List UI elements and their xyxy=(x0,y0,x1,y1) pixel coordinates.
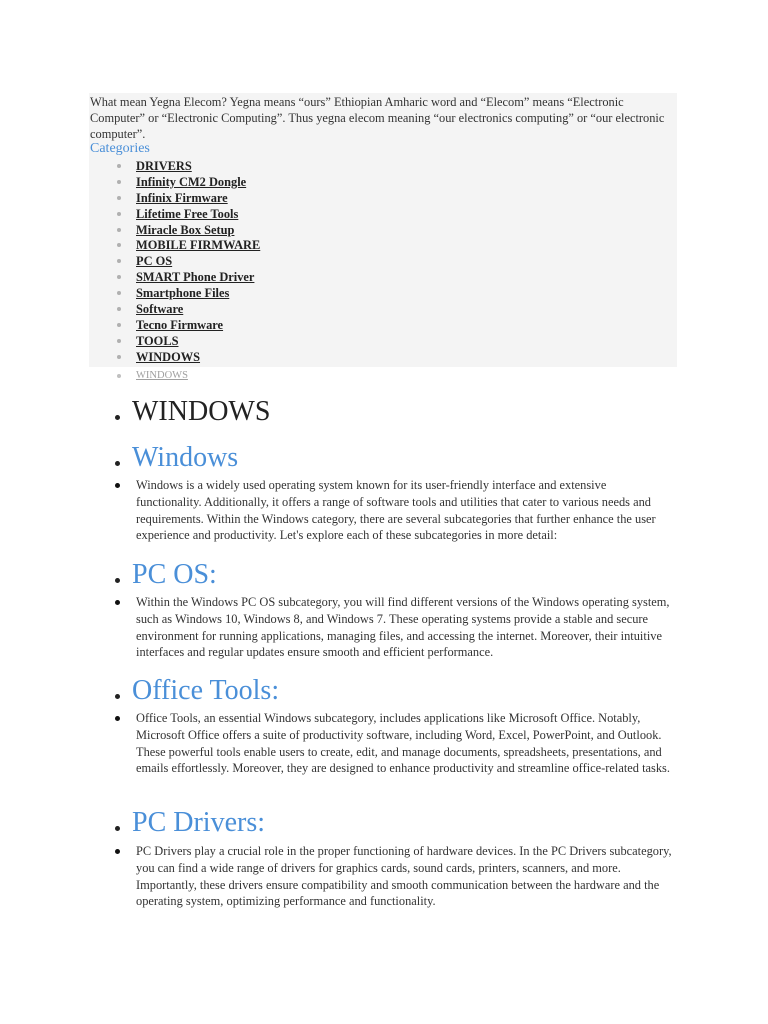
page-heading-text: WINDOWS xyxy=(132,396,271,427)
current-category-link[interactable] xyxy=(90,368,188,384)
pc-drivers-paragraph xyxy=(115,843,675,910)
bullet-icon xyxy=(117,291,121,295)
office-tools-heading[interactable] xyxy=(115,675,279,707)
category-link[interactable]: Infinity CM2 Dongle xyxy=(136,174,247,189)
bullet-icon xyxy=(117,180,121,184)
bullet-icon xyxy=(117,243,121,247)
category-item-smart-phone-driver[interactable] xyxy=(90,269,260,285)
categories-title: Categories xyxy=(90,141,150,156)
category-link[interactable]: SMART Phone Driver xyxy=(136,270,255,285)
bullet-icon xyxy=(115,415,120,420)
category-item-tools[interactable] xyxy=(90,333,260,349)
category-item-windows[interactable] xyxy=(90,349,260,365)
category-link[interactable]: Miracle Box Setup xyxy=(136,222,235,237)
bullet-icon xyxy=(117,164,121,168)
pc-os-heading[interactable] xyxy=(115,559,217,591)
category-link[interactable]: WINDOWS xyxy=(136,349,201,364)
bullet-icon xyxy=(117,275,121,279)
category-item-pc-os[interactable] xyxy=(90,253,260,269)
category-item-drivers[interactable] xyxy=(90,158,260,174)
category-item-lifetime-free-tools[interactable] xyxy=(90,206,260,222)
current-category-label[interactable]: WINDOWS xyxy=(136,370,188,381)
bullet-icon xyxy=(117,339,121,343)
bullet-icon xyxy=(117,307,121,311)
pc-os-paragraph xyxy=(115,594,675,661)
bullet-icon xyxy=(115,694,120,699)
bullet-icon xyxy=(115,826,120,831)
pc-drivers-heading-text[interactable]: PC Drivers: xyxy=(132,807,265,838)
bullet-icon xyxy=(115,483,120,488)
category-item-software[interactable] xyxy=(90,301,260,317)
pc-os-heading-text[interactable]: PC OS: xyxy=(132,559,217,590)
category-link[interactable]: Software xyxy=(136,302,184,317)
windows-heading-text[interactable]: Windows xyxy=(132,442,239,473)
category-link[interactable]: DRIVERS xyxy=(136,159,192,173)
category-link[interactable]: TOOLS xyxy=(136,333,179,348)
office-tools-paragraph xyxy=(115,710,675,777)
category-link[interactable]: Tecno Firmware xyxy=(136,317,224,332)
office-tools-text: Office Tools, an essential Windows subcategory, includes applications like Microsoft Office. Notably, Microsoft Office offers a suite of productivity software, including Word, Excel, PowerPoint, and Outlook. These powerful tools enable users to create, edit, and manage documents, spreadsheets, presentations, and emails effortlessly. Moreover, they are designed to enhance productivity and streamline office-related tasks. xyxy=(136,711,670,776)
pc-drivers-text: PC Drivers play a crucial role in the proper functioning of hardware devices. In the PC Drivers subcategory, you can find a wide range of drivers for graphics cards, sound cards, printers, scanners, and more. Importantly, these drivers ensure compatibility and smooth communication between the hardware and the operating system, optimizing performance and functionality. xyxy=(136,844,672,909)
bullet-icon xyxy=(117,228,121,232)
bullet-icon xyxy=(117,212,121,216)
category-list xyxy=(90,158,260,365)
bullet-icon xyxy=(115,578,120,583)
category-item-miracle-box-setup[interactable] xyxy=(90,222,260,238)
category-item-infinity-cm2-dongle[interactable] xyxy=(90,174,260,190)
bullet-icon xyxy=(117,259,121,263)
bullet-icon xyxy=(117,355,121,359)
pc-drivers-heading[interactable] xyxy=(115,807,265,839)
bullet-icon xyxy=(117,323,121,327)
bullet-icon xyxy=(117,196,121,200)
category-item-mobile-firmware[interactable] xyxy=(90,237,260,253)
category-link[interactable]: MOBILE FIRMWARE xyxy=(136,238,261,253)
bullet-icon xyxy=(117,374,121,378)
bullet-icon xyxy=(115,600,120,605)
pc-os-text: Within the Windows PC OS subcategory, you will find different versions of the Windows operating system, such as Windows 10, Windows 8, and Windows 7. These operating systems provide a stable and secure environment for running applications, managing files, and accessing the internet. Moreover, their intuitive interfaces and regular updates ensure smooth and efficient performance. xyxy=(136,595,670,660)
office-tools-heading-text[interactable]: Office Tools: xyxy=(132,675,280,706)
page-heading xyxy=(115,396,270,428)
category-link[interactable]: Infinix Firmware xyxy=(136,190,228,205)
bullet-icon xyxy=(115,849,120,854)
bullet-icon xyxy=(115,461,120,466)
category-link[interactable]: PC OS xyxy=(136,254,173,269)
category-item-tecno-firmware[interactable] xyxy=(90,317,260,333)
bullet-icon xyxy=(115,716,120,721)
windows-heading[interactable] xyxy=(115,442,238,474)
category-link[interactable]: Lifetime Free Tools xyxy=(136,206,239,221)
category-item-smartphone-files[interactable] xyxy=(90,285,260,301)
windows-paragraph xyxy=(115,477,675,544)
category-item-infinix-firmware[interactable] xyxy=(90,190,260,206)
windows-text: Windows is a widely used operating system known for its user-friendly interface and extensive functionality. Additionally, it offers a range of software tools and utilities that cater to various needs and requirements. Within the Windows category, there are several subcategories that further enhance the user experience and productivity. Let's explore each of these subcategories in more detail: xyxy=(136,478,656,543)
intro-text: What mean Yegna Elecom? Yegna means “ours” Ethiopian Amharic word and “Elecom” means “Electronic Computer” or “Electronic Computing”. Thus yegna elecom meaning “our electronics computing” or “our electronic computer”. xyxy=(90,95,665,141)
category-link[interactable]: Smartphone Files xyxy=(136,286,230,301)
